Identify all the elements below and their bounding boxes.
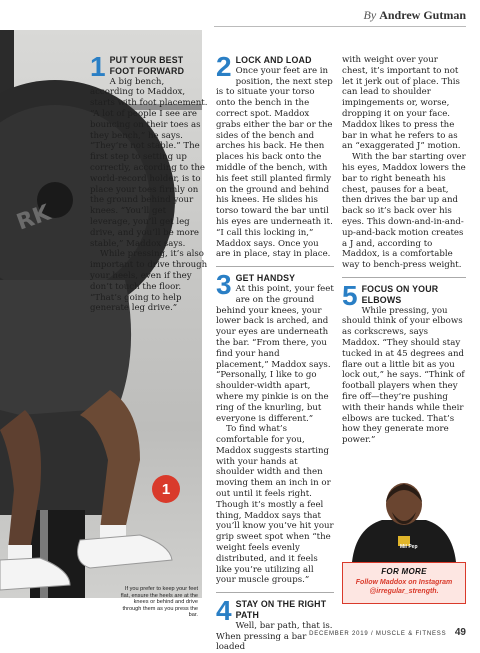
section-divider bbox=[216, 592, 334, 593]
shirt-badge: Mil Pep bbox=[400, 544, 418, 550]
section-number: 3 bbox=[216, 269, 232, 301]
section-divider bbox=[216, 266, 334, 267]
section-heading: STAY ON THE RIGHT PATH bbox=[235, 599, 327, 621]
promo-box bbox=[342, 562, 466, 604]
section-paragraph: With the bar starting over his eyes, Maddox lowers the bar to right beneath his chest, pauses for a beat, then drives the bar up and back so it’s back over his eyes. This down-and-in-and-up-and-back motion creates a J and, according to Maddox, is a comfortable way to bench-press weight. bbox=[342, 152, 466, 271]
section-number: 2 bbox=[216, 51, 232, 82]
byline bbox=[364, 8, 466, 23]
instagram-link[interactable]: Follow Maddox on Instagram @irregular_strength. bbox=[355, 579, 453, 595]
column-3 bbox=[342, 55, 466, 446]
promo-title: FOR MORE bbox=[381, 567, 427, 576]
section-paragraph: Well, bar path, that is. When pressing a bar loaded bbox=[216, 620, 333, 653]
section-3 bbox=[216, 269, 334, 586]
photo-caption: If you prefer to keep your feet flat, ensure the heels are at the knees or behind and drive through them as you press the bar. bbox=[120, 586, 198, 619]
column-1 bbox=[90, 51, 208, 314]
section-heading: GET HANDSY bbox=[235, 273, 296, 284]
step-marker: 1 bbox=[152, 475, 180, 503]
section-heading: FOCUS ON YOUR ELBOWS bbox=[361, 283, 439, 305]
section-paragraph: To find what’s comfortable for you, Maddox suggests starting with your hands at shoulder width and then moving them an inch in or out until it feels right. Though it’s mostly a feel thing, Maddox says that you’ll know you’ve hit your grip sweet spot when “the weight feels evenly distributed, and it feels like you’re utilizing all your muscle groups.” bbox=[216, 424, 334, 586]
section-paragraph: A big bench, according to Maddox, starts with foot placement. “A lot of people I see are bouncing on their toes as they bench,” he says. “They’re not stable.” The first step to setting up correctly, according to the world-record holder, is to place your toes firmly on the ground behind your knees. “You’ll get leverage, you’ll get leg drive, and you’ll be more stable,” Maddox says. bbox=[90, 76, 208, 249]
author-name: Andrew Gutman bbox=[379, 8, 466, 22]
section-heading: PUT YOUR BEST FOOT FORWARD bbox=[109, 55, 185, 76]
section-heading: LOCK AND LOAD bbox=[235, 55, 312, 65]
section-paragraph: While pressing, it’s also important to drive through your heels, even if they don’t touch the floor. “That’s going to help generate leg drive.” bbox=[90, 249, 208, 314]
section-paragraph: with weight over your chest, it’s important to not let it jerk out of place. This can lead to shoulder impingements or, worse, dropping it on your face. Maddox likes to press the bar in what he refers to as an “exaggerated J” motion. bbox=[342, 55, 461, 152]
section-number: 5 bbox=[342, 279, 358, 311]
section-paragraph: At this point, your feet are on the ground behind your knees, your lower back is arched, and your eyes are underneath the bar. “From there, you find your hand placement,” Maddox says. “Personally, I like to go shoulder-width apart, where my pinkie is on the ring of the knurling, but everyone is different.” bbox=[216, 283, 334, 424]
section-4-continued bbox=[342, 55, 466, 271]
issue-label: DECEMBER 2019 / MUSCLE & FITNESS bbox=[309, 631, 447, 637]
header-rule bbox=[214, 26, 466, 27]
page-footer bbox=[309, 627, 466, 638]
section-paragraph: While pressing, you should think of your elbows as corkscrews, says Maddox. “They should stay tucked in at 45 degrees and flare out a little bit as you lock out,” he says. “Think of football players when they fire off—they’re pushing with their hands while their elbows are tucked. That’s how they generate more power.” bbox=[342, 305, 465, 446]
maddox-portrait bbox=[342, 478, 466, 562]
plate-lettering: RK bbox=[13, 200, 55, 236]
page-number: 49 bbox=[454, 627, 466, 638]
section-number: 4 bbox=[216, 595, 232, 627]
section-5 bbox=[342, 279, 466, 446]
section-paragraph: Once your feet are in position, the next step is to situate your torso onto the bench in the correct spot. Maddox grabs either the bar or the sides of the bench and arches his back. He then places his back onto the middle of the bench, with his feet still planted firmly on the ground and behind his knees. He slides his torso toward the bar until his eyes are underneath it. “I call this locking in,” Maddox says. Once you are in place, stay in place. bbox=[216, 65, 333, 260]
section-number: 1 bbox=[90, 51, 106, 82]
section-2 bbox=[216, 51, 334, 260]
section-1 bbox=[90, 51, 208, 314]
section-divider bbox=[342, 277, 466, 278]
column-2 bbox=[216, 51, 334, 653]
byline-prefix: By bbox=[363, 8, 377, 22]
